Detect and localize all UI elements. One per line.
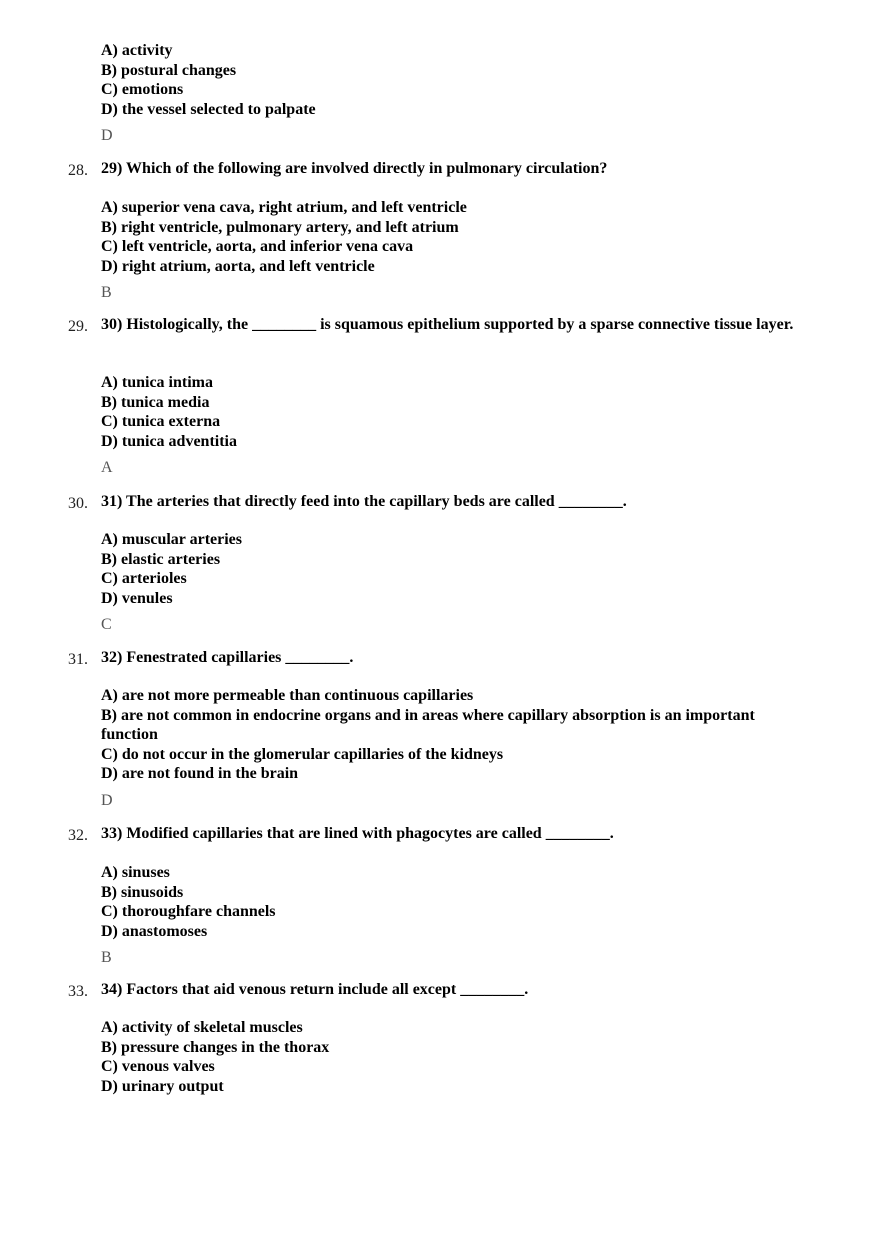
option-c: C) venous valves <box>101 1058 215 1075</box>
option-a: A) activity of skeletal muscles <box>101 1019 303 1036</box>
option-b: B) sinusoids <box>101 883 184 901</box>
answer-key: B <box>101 284 112 301</box>
option-d: D) are not found in the brain <box>101 765 299 782</box>
option-d: D) right atrium, aorta, and left ventricle <box>101 257 375 275</box>
option-c: C) tunica externa <box>101 413 221 430</box>
option-c: C) emotions <box>101 81 184 98</box>
question-text: 34) Factors that aid venous return include all except ________. <box>101 981 529 998</box>
answer-key: D <box>101 127 113 144</box>
option-c: C) do not occur in the glomerular capillaries of the kidneys <box>101 745 504 763</box>
question-text: 31) The arteries that directly feed into the capillary beds are called ________. <box>101 493 627 510</box>
option-b: B) postural changes <box>101 61 237 79</box>
question-number: 32. <box>68 827 88 844</box>
option-c: C) arterioles <box>101 570 187 587</box>
options-list <box>101 863 813 941</box>
question-number: 31. <box>68 651 88 668</box>
option-b: B) tunica media <box>101 393 210 411</box>
question-number: 30. <box>68 495 88 512</box>
option-b: B) right ventricle, pulmonary artery, and left atrium <box>101 218 459 236</box>
option-d: D) venules <box>101 589 173 607</box>
option-a: A) are not more permeable than continuous capillaries <box>101 687 474 704</box>
options-list <box>101 373 813 451</box>
option-a: A) superior vena cava, right atrium, and left ventricle <box>101 199 467 216</box>
question-number: 33. <box>68 983 88 1000</box>
option-c: C) left ventricle, aorta, and inferior vena cava <box>101 238 414 255</box>
option-b: B) are not common in endocrine organs and in areas where capillary absorption is an important function <box>101 706 755 743</box>
question-text: 33) Modified capillaries that are lined with phagocytes are called ________. <box>101 825 614 842</box>
option-a: A) muscular arteries <box>101 531 242 548</box>
option-d: D) urinary output <box>101 1077 224 1095</box>
option-d: D) tunica adventitia <box>101 432 237 450</box>
option-b: B) elastic arteries <box>101 550 221 568</box>
options-list <box>101 530 813 608</box>
option-d: D) the vessel selected to palpate <box>101 100 316 118</box>
answer-key: B <box>101 949 112 966</box>
option-a: A) tunica intima <box>101 374 213 391</box>
option-d: D) anastomoses <box>101 922 208 940</box>
answer-key: C <box>101 616 112 633</box>
option-b: B) pressure changes in the thorax <box>101 1038 330 1056</box>
question-number: 29. <box>68 318 88 335</box>
options-list <box>101 1018 813 1096</box>
option-a: A) sinuses <box>101 864 170 881</box>
question-text: 29) Which of the following are involved directly in pulmonary circulation? <box>101 160 608 177</box>
answer-key: A <box>101 459 113 476</box>
question-text: 30) Histologically, the ________ is squamous epithelium supported by a sparse connective tissue layer. <box>101 316 794 333</box>
question-number: 28. <box>68 162 88 179</box>
options-list <box>101 41 813 119</box>
option-c: C) thoroughfare channels <box>101 903 276 920</box>
option-a: A) activity <box>101 42 173 59</box>
answer-key: D <box>101 792 113 809</box>
question-text: 32) Fenestrated capillaries ________. <box>101 649 354 666</box>
options-list <box>101 686 813 784</box>
options-list <box>101 198 813 276</box>
